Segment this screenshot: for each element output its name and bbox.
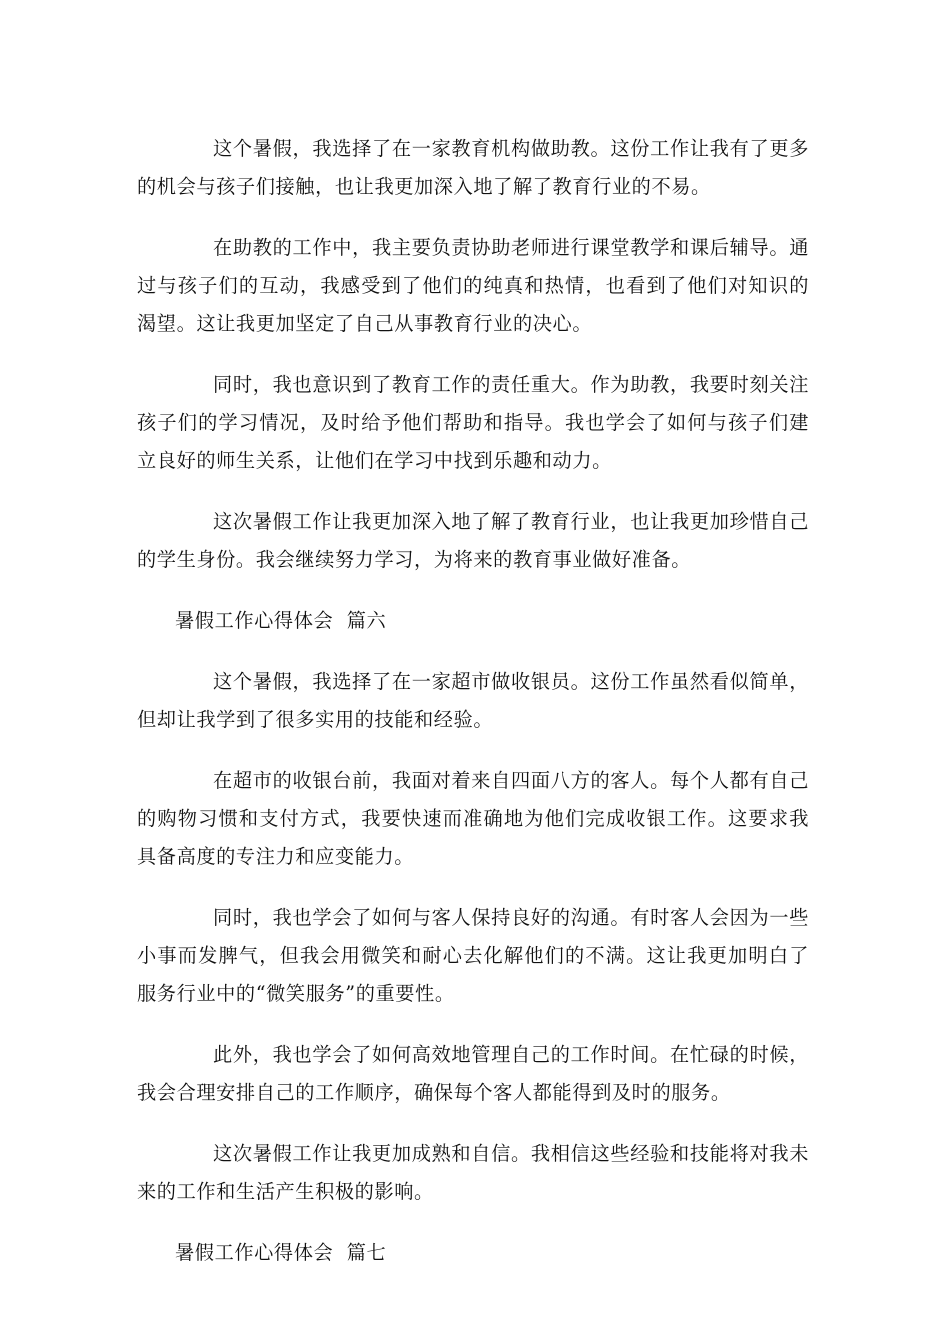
- paragraph: 这次暑假工作让我更加成熟和自信。我相信这些经验和技能将对我未来的工作和生活产生积极的影响。: [137, 1142, 809, 1203]
- paragraph: 同时，我也学会了如何与客人保持良好的沟通。有时客人会因为一些小事而发脾气，但我会用微笑和耐心去化解他们的不满。这让我更加明白了服务行业中的“微笑服务”的重要性。: [137, 906, 809, 1005]
- paragraph: 这个暑假，我选择了在一家超市做收银员。这份工作虽然看似简单，但却让我学到了很多实用的技能和经验。: [137, 670, 809, 731]
- paragraph: 这次暑假工作让我更加深入地了解了教育行业，也让我更加珍惜自己的学生身份。我会继续努力学习，为将来的教育事业做好准备。: [137, 510, 809, 571]
- paragraph: 这个暑假，我选择了在一家教育机构做助教。这份工作让我有了更多的机会与孩子们接触，也让我更加深入地了解了教育行业的不易。: [137, 137, 809, 198]
- section-heading: 暑假工作心得体会 篇六: [175, 609, 387, 632]
- document-body: [137, 130, 809, 1295]
- paragraph: 此外，我也学会了如何高效地管理自己的工作时间。在忙碌的时候，我会合理安排自己的工作顺序，确保每个客人都能得到及时的服务。: [137, 1043, 809, 1104]
- paragraph: 同时，我也意识到了教育工作的责任重大。作为助教，我要时刻关注孩子们的学习情况，及时给予他们帮助和指导。我也学会了如何与孩子们建立良好的师生关系，让他们在学习中找到乐趣和动力。: [137, 373, 809, 472]
- paragraph: 在超市的收银台前，我面对着来自四面八方的客人。每个人都有自己的购物习惯和支付方式，我要快速而准确地为他们完成收银工作。这要求我具备高度的专注力和应变能力。: [137, 769, 809, 868]
- section-heading: 暑假工作心得体会 篇七: [175, 1241, 387, 1264]
- paragraph: 在助教的工作中，我主要负责协助老师进行课堂教学和课后辅导。通过与孩子们的互动，我感受到了他们的纯真和热情，也看到了他们对知识的渴望。这让我更加坚定了自己从事教育行业的决心。: [137, 236, 809, 335]
